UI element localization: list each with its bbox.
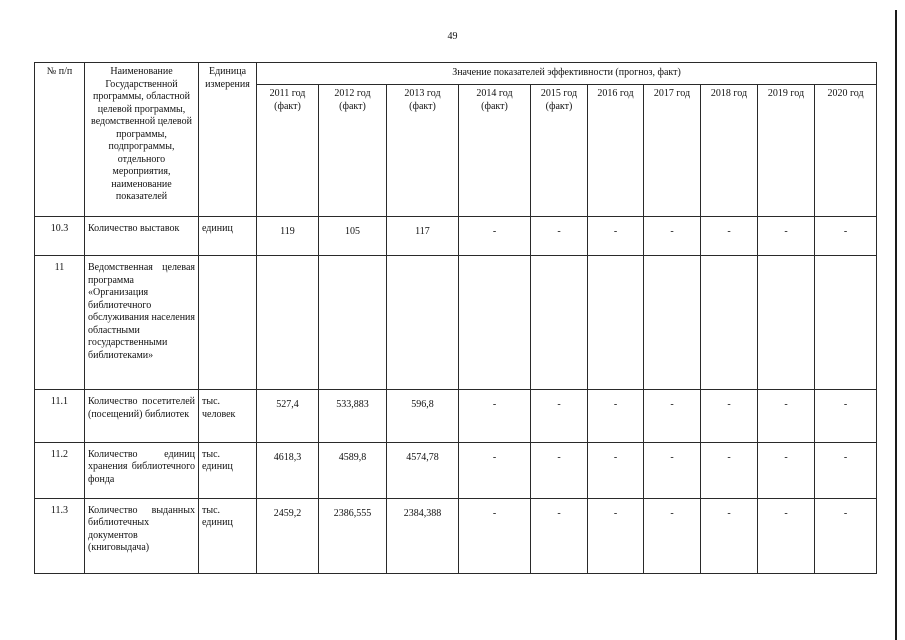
- row-name: Количество выданных библиотечных документов (книговыдача): [85, 498, 199, 573]
- row-unit: единиц: [199, 217, 257, 256]
- row-number: 11.1: [35, 390, 85, 443]
- row-value: 117: [387, 217, 459, 256]
- row-name: Количество выставок: [85, 217, 199, 256]
- row-value: -: [701, 498, 758, 573]
- header-number: № п/п: [35, 63, 85, 217]
- header-year: 2020 год: [815, 85, 877, 217]
- row-value: 4574,78: [387, 442, 459, 498]
- row-value: -: [701, 217, 758, 256]
- row-value: [459, 256, 531, 390]
- row-value: [701, 256, 758, 390]
- header-year: 2012 год (факт): [319, 85, 387, 217]
- row-value: -: [815, 217, 877, 256]
- row-value: [588, 256, 644, 390]
- row-value: -: [644, 442, 701, 498]
- row-value: -: [758, 498, 815, 573]
- indicators-table: [34, 62, 877, 574]
- row-value: -: [531, 442, 588, 498]
- row-value: [815, 256, 877, 390]
- row-value: -: [815, 498, 877, 573]
- row-value: 2384,388: [387, 498, 459, 573]
- row-value: 119: [257, 217, 319, 256]
- table-row: [35, 256, 877, 390]
- row-value: -: [459, 498, 531, 573]
- header-unit: Единица измерения: [199, 63, 257, 217]
- row-value: 2386,555: [319, 498, 387, 573]
- row-value: -: [588, 498, 644, 573]
- row-number: 11.2: [35, 442, 85, 498]
- header-indicator-values: Значение показателей эффективности (прогноз, факт): [257, 63, 877, 85]
- row-value: [531, 256, 588, 390]
- row-value: -: [588, 217, 644, 256]
- page-number: 49: [447, 31, 458, 42]
- row-value: [758, 256, 815, 390]
- row-value: [644, 256, 701, 390]
- row-value: -: [588, 442, 644, 498]
- row-value: -: [459, 217, 531, 256]
- header-row: [35, 63, 877, 85]
- row-value: -: [758, 217, 815, 256]
- row-name: Количество единиц хранения библиотечного фонда: [85, 442, 199, 498]
- row-value: 4618,3: [257, 442, 319, 498]
- row-value: -: [815, 390, 877, 443]
- row-value: -: [531, 498, 588, 573]
- header-year: 2014 год (факт): [459, 85, 531, 217]
- row-value: -: [644, 217, 701, 256]
- header-year: 2017 год: [644, 85, 701, 217]
- row-value: -: [701, 390, 758, 443]
- row-value: 533,883: [319, 390, 387, 443]
- header-year: 2015 год (факт): [531, 85, 588, 217]
- row-value: -: [531, 390, 588, 443]
- table-row: [35, 217, 877, 256]
- row-value: [257, 256, 319, 390]
- row-value: 105: [319, 217, 387, 256]
- row-value: -: [459, 390, 531, 443]
- row-number: 11.3: [35, 498, 85, 573]
- row-value: -: [644, 498, 701, 573]
- header-year: 2011 год (факт): [257, 85, 319, 217]
- row-value: -: [701, 442, 758, 498]
- row-value: [319, 256, 387, 390]
- table-row: [35, 390, 877, 443]
- row-name: Ведомственная целевая программа «Организация библиотечного обслуживания населения областными государственными библиотеками»: [85, 256, 199, 390]
- row-number: 11: [35, 256, 85, 390]
- row-unit: тыс. человек: [199, 390, 257, 443]
- header-year: 2016 год: [588, 85, 644, 217]
- row-value: 4589,8: [319, 442, 387, 498]
- row-value: -: [815, 442, 877, 498]
- row-name: Количество посетителей (посещений) библиотек: [85, 390, 199, 443]
- row-value: 527,4: [257, 390, 319, 443]
- header-year: 2013 год (факт): [387, 85, 459, 217]
- row-value: -: [588, 390, 644, 443]
- row-value: [387, 256, 459, 390]
- row-number: 10.3: [35, 217, 85, 256]
- row-value: -: [758, 390, 815, 443]
- row-unit: тыс. единиц: [199, 442, 257, 498]
- row-value: 2459,2: [257, 498, 319, 573]
- row-value: -: [644, 390, 701, 443]
- row-unit: [199, 256, 257, 390]
- row-unit: тыс. единиц: [199, 498, 257, 573]
- row-value: -: [459, 442, 531, 498]
- row-value: -: [758, 442, 815, 498]
- table-row: [35, 498, 877, 573]
- header-year: 2019 год: [758, 85, 815, 217]
- row-value: -: [531, 217, 588, 256]
- header-name: Наименование Государственной программы, областной целевой программы, ведомственной целевой программы, подпрограммы, отдельного мероприятия, наименование показателей: [85, 63, 199, 217]
- page-edge-rule: [895, 10, 897, 640]
- table-row: [35, 442, 877, 498]
- header-year: 2018 год: [701, 85, 758, 217]
- row-value: 596,8: [387, 390, 459, 443]
